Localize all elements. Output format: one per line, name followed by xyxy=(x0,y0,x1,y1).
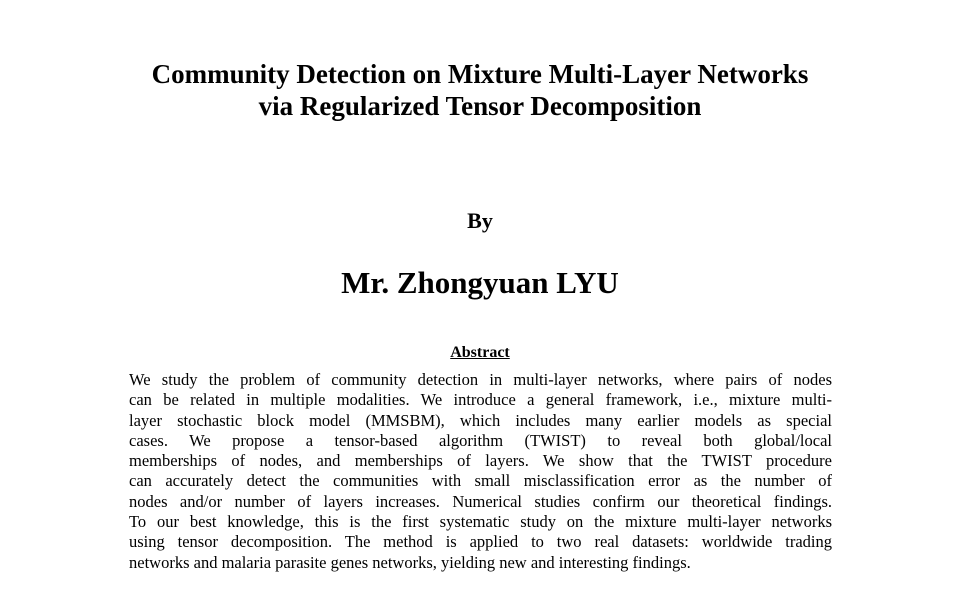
abstract-line: cases. We propose a tensor-based algorithm (TWIST) to reveal both global/local xyxy=(129,430,832,450)
abstract-line: networks and malaria parasite genes networks, yielding new and interesting findings. xyxy=(129,552,691,572)
abstract-line: can be related in multiple modalities. We introduce a general framework, i.e., mixture multi- xyxy=(129,390,832,410)
abstract-line: memberships of nodes, and memberships of layers. We show that the TWIST procedure xyxy=(129,451,832,471)
abstract-line: We study the problem of community detection in multi-layer networks, where pairs of nodes xyxy=(129,370,832,389)
abstract-line: layer stochastic block model (MMSBM), which includes many earlier models as special xyxy=(129,410,832,430)
document-title-line-2: via Regularized Tensor Decomposition xyxy=(258,91,702,121)
abstract-line: nodes and/or number of layers increases. Numerical studies confirm our theoretical findings. xyxy=(129,491,832,511)
abstract-line: can accurately detect the communities with small misclassification error as the number of xyxy=(129,471,832,491)
abstract-body xyxy=(129,370,832,573)
by-label: By xyxy=(467,208,493,233)
abstract-heading: Abstract xyxy=(450,344,510,361)
author-name: Mr. Zhongyuan LYU xyxy=(341,265,619,300)
document-title-line-1: Community Detection on Mixture Multi-Layer Networks xyxy=(151,59,809,89)
abstract-line: using tensor decomposition. The method is applied to two real datasets: worldwide trading xyxy=(129,532,832,552)
abstract-line: To our best knowledge, this is the first systematic study on the mixture multi-layer networks xyxy=(129,512,832,532)
